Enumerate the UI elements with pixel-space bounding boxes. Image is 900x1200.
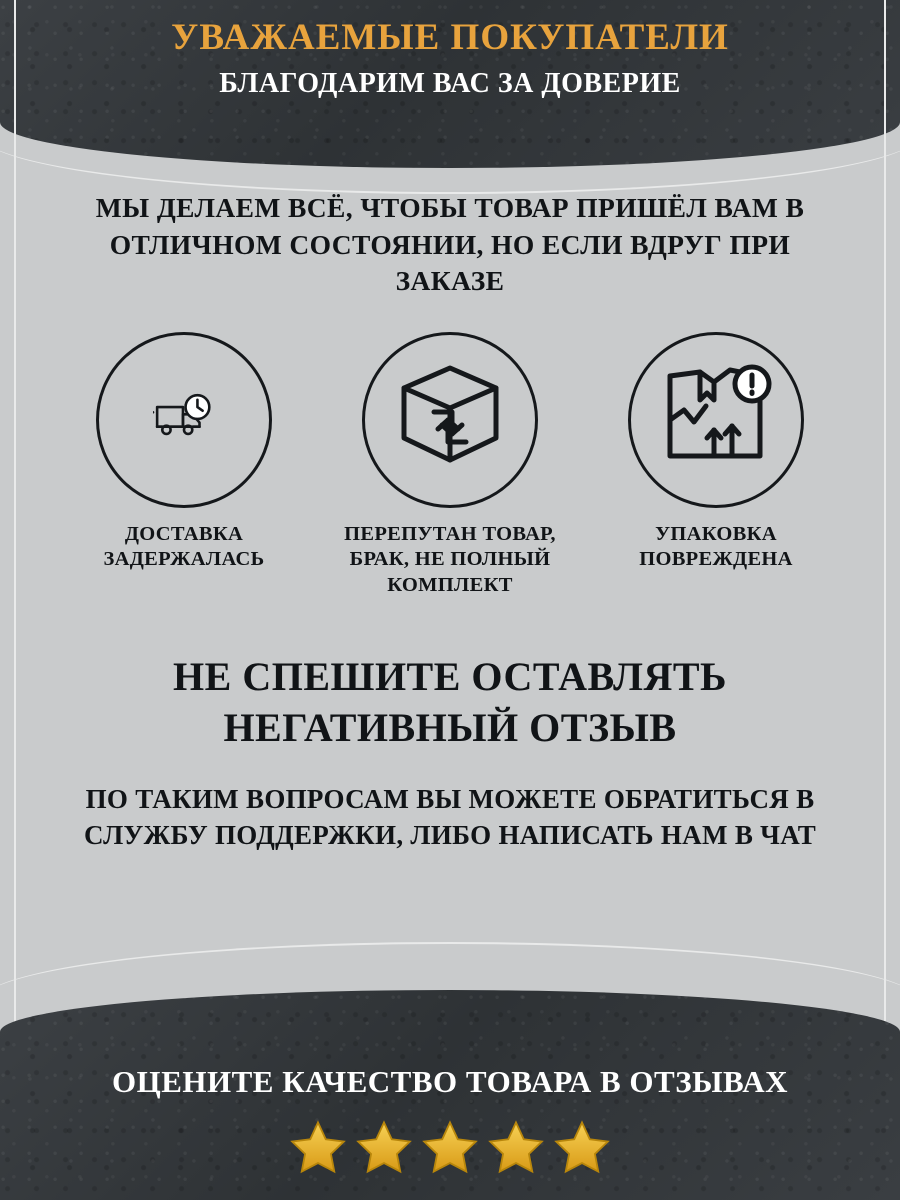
star-icon [287, 1116, 349, 1178]
headline-text: НЕ СПЕШИТЕ ОСТАВЛЯТЬ НЕГАТИВНЫЙ ОТЗЫВ [173, 653, 727, 750]
header-subtitle: БЛАГОДАРИМ ВАС ЗА ДОВЕРИЕ [219, 67, 681, 99]
star-icon [551, 1116, 613, 1178]
header [0, 18, 900, 101]
star-rating [0, 1116, 900, 1178]
icon-circle [628, 332, 804, 508]
star-icon [419, 1116, 481, 1178]
box-return-arrows-icon [390, 360, 510, 480]
main-content [40, 190, 860, 854]
right-rail-divider [884, 0, 886, 1200]
footer-title: ОЦЕНИТЕ КАЧЕСТВО ТОВАРА В ОТЗЫВАХ [111, 1064, 789, 1100]
damaged-package-warning-icon [656, 360, 776, 480]
icon-item-damaged-package [590, 332, 842, 573]
icon-item-delivery [58, 332, 310, 573]
icon-caption: ПЕРЕПУТАН ТОВАР, БРАК, НЕ ПОЛНЫЙ КОМПЛЕКТ [344, 522, 556, 596]
intro-text: МЫ ДЕЛАЕМ ВСЁ, ЧТОБЫ ТОВАР ПРИШЁЛ ВАМ В ОТЛИЧНОМ СОСТОЯНИИ, НО ЕСЛИ ВДРУГ ПРИ ЗАКАЗЕ [95, 192, 805, 297]
page-title: УВАЖАЕМЫЕ ПОКУПАТЕЛИ [171, 17, 729, 58]
star-icon [485, 1116, 547, 1178]
icon-circle [96, 332, 272, 508]
icon-item-wrong-item [324, 332, 576, 599]
support-note-text: ПО ТАКИМ ВОПРОСАМ ВЫ МОЖЕТЕ ОБРАТИТЬСЯ В СЛУЖБУ ПОДДЕРЖКИ, ЛИБО НАПИСАТЬ НАМ В ЧАТ [83, 783, 817, 851]
star-icon [353, 1116, 415, 1178]
icon-circle [362, 332, 538, 508]
footer [0, 1063, 900, 1178]
icon-caption: УПАКОВКА ПОВРЕЖДЕНА [639, 522, 793, 571]
icons-row [40, 332, 860, 599]
icon-caption: ДОСТАВКА ЗАДЕРЖАЛАСЬ [103, 522, 265, 571]
delivery-truck-clock-icon [153, 389, 215, 451]
